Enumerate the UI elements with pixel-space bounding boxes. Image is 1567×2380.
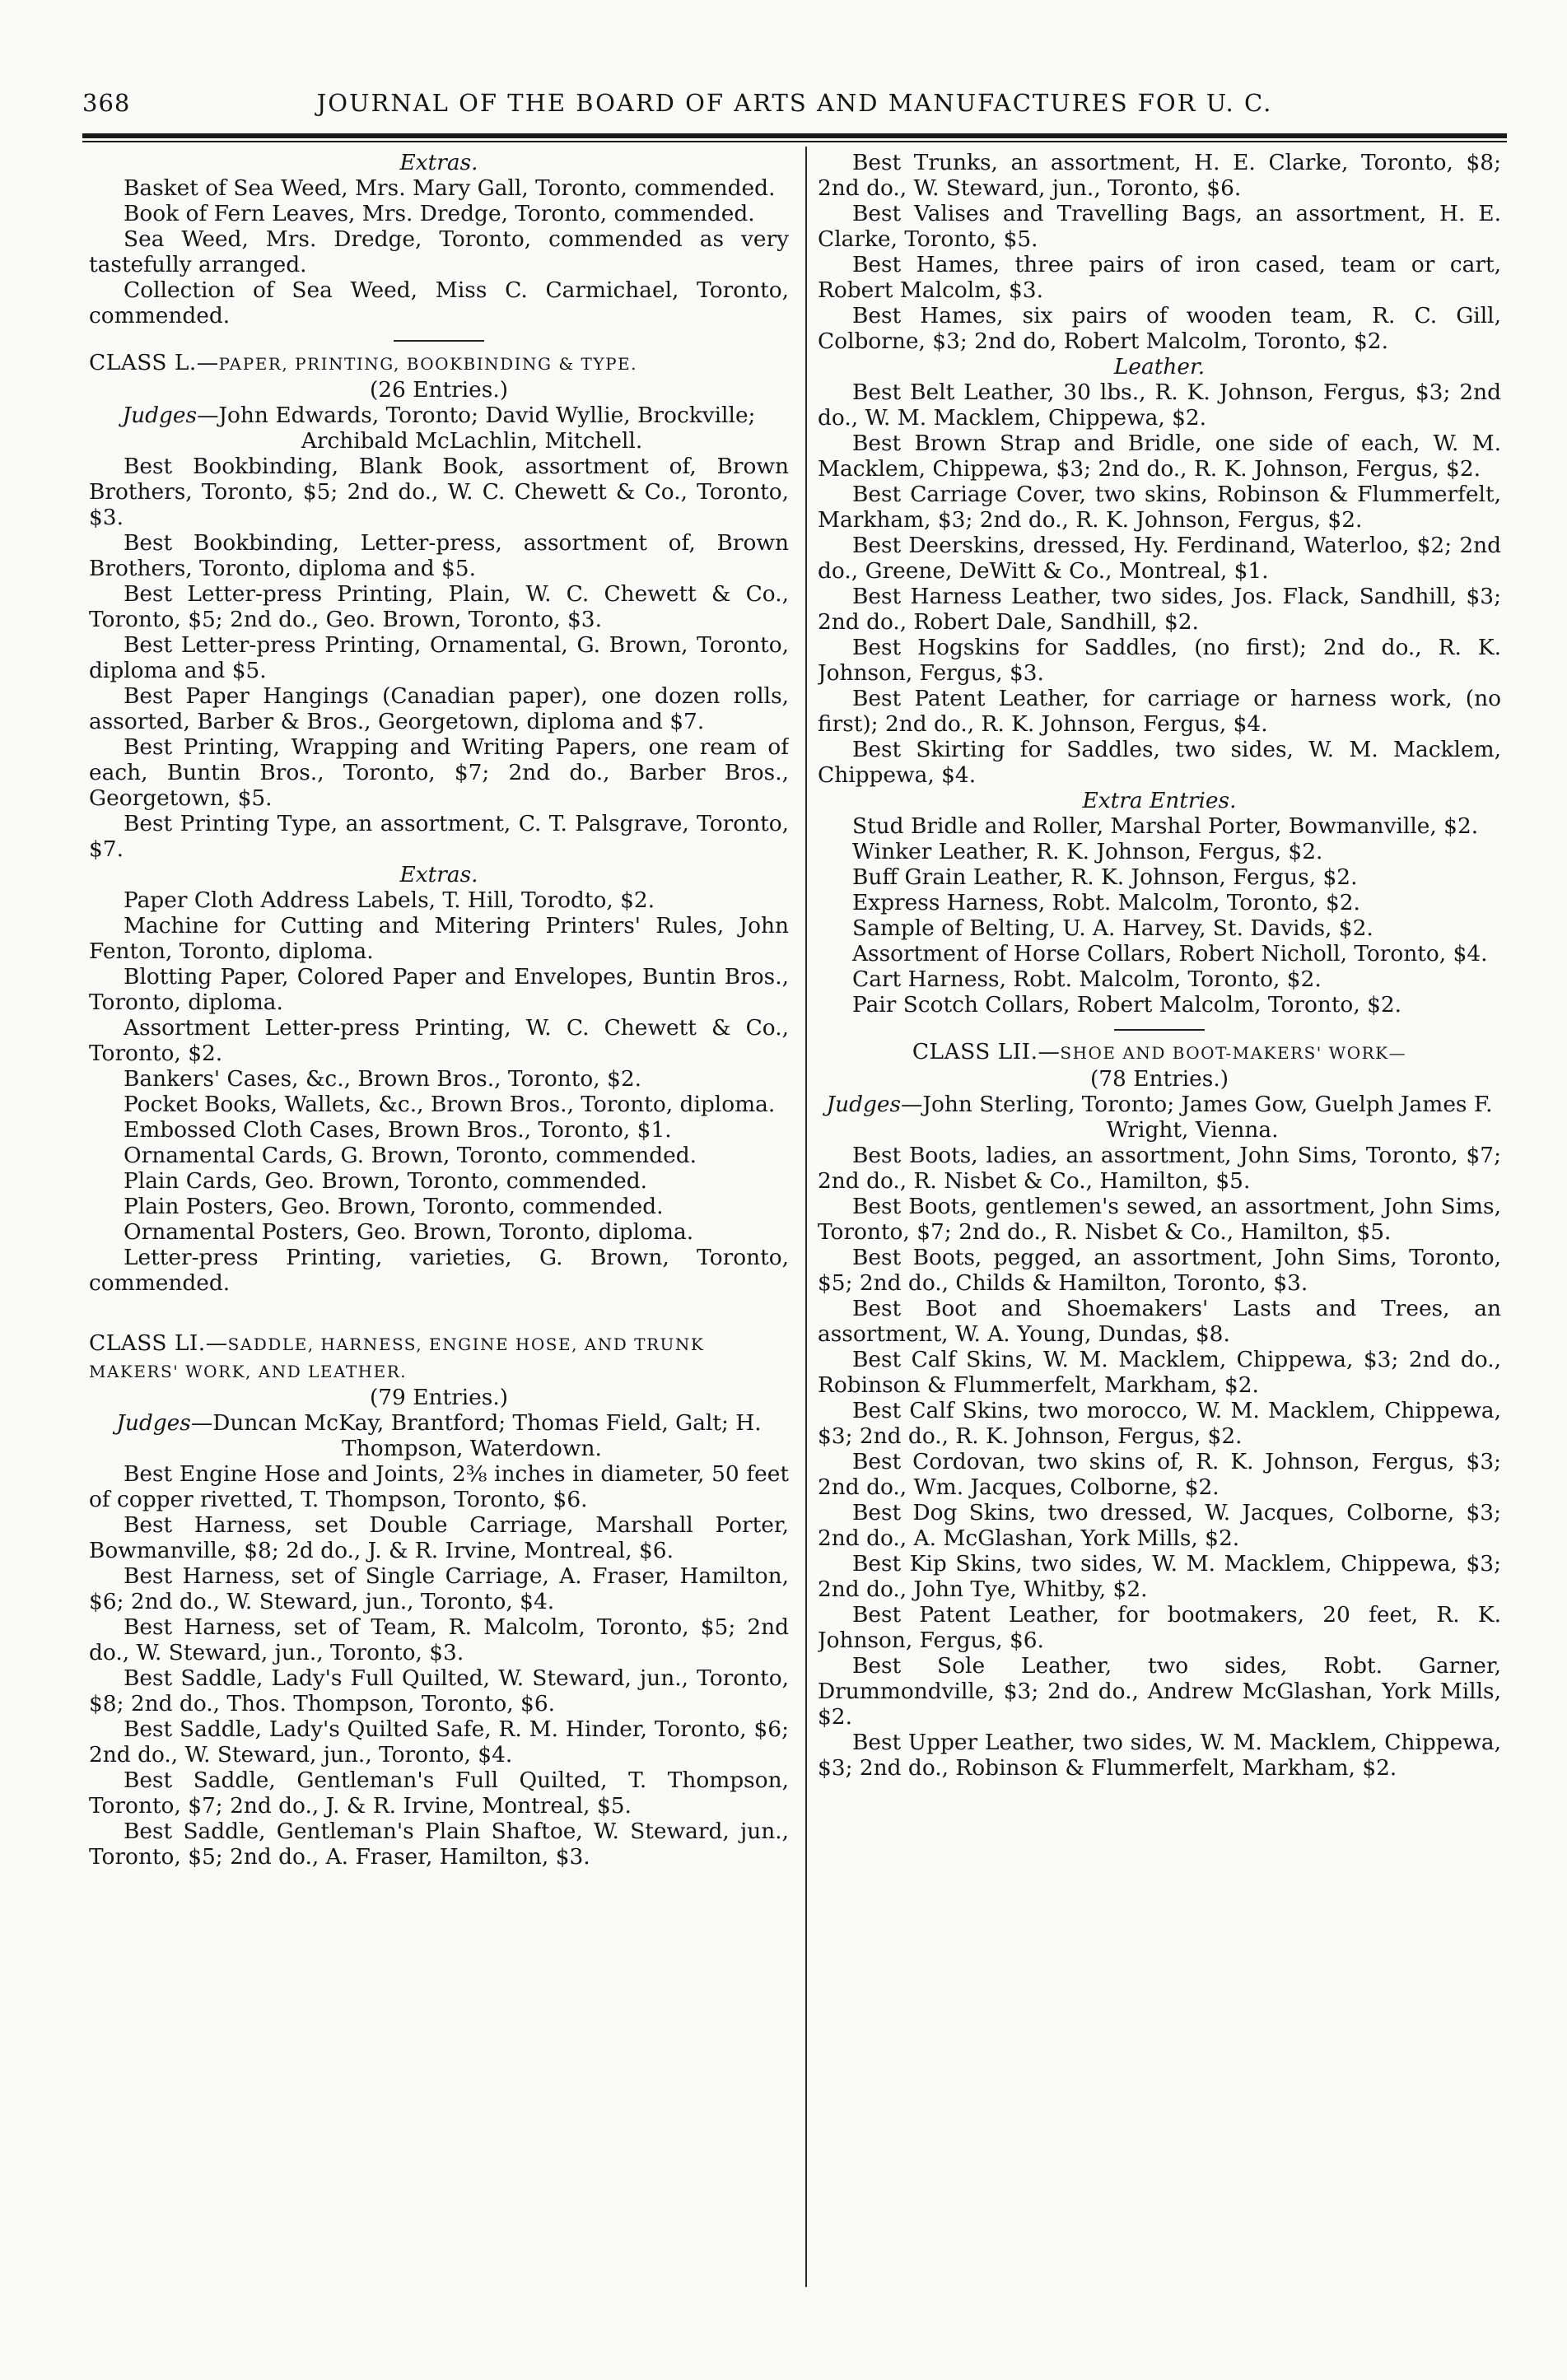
running-title: JOURNAL OF THE BOARD OF ARTS AND MANUFACTURES FOR U. C. <box>316 89 1273 117</box>
list-item: Embossed Cloth Cases, Brown Bros., Toronto, $1. <box>124 1117 672 1143</box>
list-item: Best Paper Hangings (Canadian paper), one dozen rolls, assorted, Barber & Bros., Georgetown, diploma and $7. <box>89 683 789 734</box>
list-item: Best Calf Skins, W. M. Macklem, Chippewa, $3; 2nd do., Robinson & Flummerfelt, Markham, $2. <box>818 1347 1501 1398</box>
list-item: Best Calf Skins, two morocco, W. M. Macklem, Chippewa, $3; 2nd do., R. K. Johnson, Fergus, $2. <box>818 1398 1501 1449</box>
list-item: Best Hogskins for Saddles, (no first); 2nd do., R. K. Johnson, Fergus, $3. <box>818 635 1501 686</box>
right-column <box>818 150 1501 2307</box>
list-item: Best Engine Hose and Joints, 2⅜ inches in diameter, 50 feet of copper rivetted, T. Thompson, Toronto, $6. <box>89 1461 789 1512</box>
list-item: Best Saddle, Gentleman's Full Quilted, T. Thompson, Toronto, $7; 2nd do., J. & R. Irvine, Montreal, $5. <box>89 1768 789 1819</box>
list-item: Buff Grain Leather, R. K. Johnson, Fergus, $2. <box>852 864 1358 890</box>
list-item: Best Sole Leather, two sides, Robt. Garner, Drummondville, $3; 2nd do., Andrew McGlashan, York Mills, $2. <box>818 1653 1501 1730</box>
list-item: Pair Scotch Collars, Robert Malcolm, Toronto, $2. <box>852 992 1402 1018</box>
list-item: Sample of Belting, U. A. Harvey, St. Davids, $2. <box>852 915 1373 941</box>
list-item: Plain Posters, Geo. Brown, Toronto, commended. <box>124 1194 664 1219</box>
list-item: Best Bookbinding, Blank Book, assortment of, Brown Brothers, Toronto, $5; 2nd do., W. C. Chewett & Co., Toronto, $3. <box>89 454 789 530</box>
judges-line <box>818 1092 1501 1143</box>
list-item: Book of Fern Leaves, Mrs. Dredge, Toronto, commended. <box>124 201 755 226</box>
section-divider <box>1114 1029 1205 1031</box>
class-number: CLASS LII.— <box>912 1039 1061 1064</box>
list-item: Blotting Paper, Colored Paper and Envelopes, Buntin Bros., Toronto, diploma. <box>89 964 789 1015</box>
entries-count: (26 Entries.) <box>369 377 509 403</box>
extras-heading: Extras. <box>399 862 478 887</box>
judges-line <box>89 1410 789 1461</box>
list-item: Paper Cloth Address Labels, T. Hill, Torodto, $2. <box>124 887 655 913</box>
list-item: Plain Cards, Geo. Brown, Toronto, commended. <box>124 1168 648 1194</box>
left-column <box>89 150 789 2307</box>
list-item: Best Boots, pegged, an assortment, John Sims, Toronto, $5; 2nd do., Childs & Hamilton, Toronto, $3. <box>818 1245 1501 1296</box>
judges-names: —Duncan McKay, Brantford; Thomas Field, Galt; H. Thompson, Waterdown. <box>190 1410 762 1461</box>
list-item: Ornamental Posters, Geo. Brown, Toronto, diploma. <box>124 1219 694 1245</box>
class-lii-title <box>818 1039 1501 1066</box>
class-number: CLASS L.— <box>89 350 219 375</box>
class-name: SHOE AND BOOT-MAKERS' WORK— <box>1060 1043 1407 1063</box>
list-item: Best Hames, six pairs of wooden team, R. C. Gill, Colborne, $3; 2nd do, Robert Malcolm, Toronto, $2. <box>818 303 1501 354</box>
list-item: Best Harness, set of Team, R. Malcolm, Toronto, $5; 2nd do., W. Steward, jun., Toronto, $3. <box>89 1614 789 1665</box>
list-item: Best Saddle, Lady's Full Quilted, W. Steward, jun., Toronto, $8; 2nd do., Thos. Thompson, Toronto, $6. <box>89 1665 789 1716</box>
list-item: Collection of Sea Weed, Miss C. Carmichael, Toronto, commended. <box>89 277 789 328</box>
list-item: Best Letter-press Printing, Plain, W. C. Chewett & Co., Toronto, $5; 2nd do., Geo. Brown, Toronto, $3. <box>89 581 789 632</box>
header-rule-thin <box>82 141 1507 142</box>
list-item: Assortment of Horse Collars, Robert Nicholl, Toronto, $4. <box>852 941 1488 966</box>
extras-heading: Extras. <box>399 150 478 175</box>
list-item: Best Upper Leather, two sides, W. M. Macklem, Chippewa, $3; 2nd do., Robinson & Flummerfelt, Markham, $2. <box>818 1730 1501 1781</box>
list-item: Best Saddle, Gentleman's Plain Shaftoe, W. Steward, jun., Toronto, $5; 2nd do., A. Fraser, Hamilton, $3. <box>89 1819 789 1870</box>
list-item: Best Hames, three pairs of iron cased, team or cart, Robert Malcolm, $3. <box>818 252 1501 303</box>
list-item: Best Printing, Wrapping and Writing Papers, one ream of each, Buntin Bros., Toronto, $7; 2nd do., Barber Bros., Georgetown, $5. <box>89 734 789 811</box>
list-item: Cart Harness, Robt. Malcolm, Toronto, $2. <box>852 966 1322 992</box>
page-header <box>82 89 1507 127</box>
list-item: Best Belt Leather, 30 lbs., R. K. Johnson, Fergus, $3; 2nd do., W. M. Macklem, Chippewa, $2. <box>818 380 1501 431</box>
list-item: Best Saddle, Lady's Quilted Safe, R. M. Hinder, Toronto, $6; 2nd do., W. Steward, jun., Toronto, $4. <box>89 1716 789 1768</box>
class-number: CLASS LI.— <box>89 1330 228 1356</box>
list-item: Sea Weed, Mrs. Dredge, Toronto, commended as very tastefully arranged. <box>89 226 789 277</box>
list-item: Best Harness, set of Single Carriage, A. Fraser, Hamilton, $6; 2nd do., W. Steward, jun., Toronto, $4. <box>89 1563 789 1614</box>
judges-label: Judges <box>122 403 198 428</box>
list-item: Best Skirting for Saddles, two sides, W. M. Macklem, Chippewa, $4. <box>818 737 1501 788</box>
entries-count: (78 Entries.) <box>1089 1066 1229 1092</box>
list-item: Best Printing Type, an assortment, C. T. Palsgrave, Toronto, $7. <box>89 811 789 862</box>
list-item: Pocket Books, Wallets, &c., Brown Bros., Toronto, diploma. <box>124 1092 776 1117</box>
list-item: Best Valises and Travelling Bags, an assortment, H. E. Clarke, Toronto, $5. <box>818 201 1501 252</box>
list-item: Best Brown Strap and Bridle, one side of each, W. M. Macklem, Chippewa, $3; 2nd do., R. K. Johnson, Fergus, $2. <box>818 431 1501 482</box>
list-item: Assortment Letter-press Printing, W. C. Chewett & Co., Toronto, $2. <box>89 1015 789 1066</box>
header-rule-thick <box>82 133 1507 138</box>
list-item: Machine for Cutting and Mitering Printers' Rules, John Fenton, Toronto, diploma. <box>89 913 789 964</box>
extra-entries-heading: Extra Entries. <box>1082 788 1237 813</box>
list-item: Best Boot and Shoemakers' Lasts and Trees, an assortment, W. A. Young, Dundas, $8. <box>818 1296 1501 1347</box>
list-item: Ornamental Cards, G. Brown, Toronto, commended. <box>124 1143 697 1168</box>
section-divider <box>394 340 484 342</box>
page-number: 368 <box>82 89 131 117</box>
class-li-title <box>89 1330 789 1385</box>
leather-heading: Leather. <box>1113 354 1206 380</box>
list-item: Best Boots, ladies, an assortment, John Sims, Toronto, $7; 2nd do., R. Nisbet & Co., Hamilton, $5. <box>818 1143 1501 1194</box>
list-item: Best Harness, set Double Carriage, Marshall Porter, Bowmanville, $8; 2d do., J. & R. Irvine, Montreal, $6. <box>89 1512 789 1563</box>
judges-line <box>89 403 789 454</box>
list-item: Best Boots, gentlemen's sewed, an assortment, John Sims, Toronto, $7; 2nd do., R. Nisbet & Co., Hamilton, $5. <box>818 1194 1501 1245</box>
class-l-title <box>89 350 789 377</box>
judges-names: —John Sterling, Toronto; James Gow, Guelph James F. Wright, Vienna. <box>901 1092 1493 1143</box>
list-item: Best Harness Leather, two sides, Jos. Flack, Sandhill, $3; 2nd do., Robert Dale, Sandhill, $2. <box>818 584 1501 635</box>
list-item: Best Letter-press Printing, Ornamental, G. Brown, Toronto, diploma and $5. <box>89 632 789 683</box>
list-item: Bankers' Cases, &c., Brown Bros., Toronto, $2. <box>124 1066 642 1092</box>
judges-label: Judges <box>116 1410 191 1436</box>
list-item: Stud Bridle and Roller, Marshal Porter, Bowmanville, $2. <box>852 813 1479 839</box>
list-item: Best Deerskins, dressed, Hy. Ferdinand, Waterloo, $2; 2nd do., Greene, DeWitt & Co., Montreal, $1. <box>818 533 1501 584</box>
list-item: Best Patent Leather, for bootmakers, 20 feet, R. K. Johnson, Fergus, $6. <box>818 1602 1501 1653</box>
list-item: Winker Leather, R. K. Johnson, Fergus, $2. <box>852 839 1323 864</box>
list-item: Basket of Sea Weed, Mrs. Mary Gall, Toronto, commended. <box>124 175 776 201</box>
class-name: PAPER, PRINTING, BOOKBINDING & TYPE. <box>218 354 637 374</box>
list-item: Letter-press Printing, varieties, G. Brown, Toronto, commended. <box>89 1245 789 1296</box>
class-name: SADDLE, HARNESS, ENGINE HOSE, AND TRUNK MAKERS' WORK, AND LEATHER. <box>89 1334 705 1381</box>
list-item: Best Dog Skins, two dressed, W. Jacques, Colborne, $3; 2nd do., A. McGlashan, York Mills, $2. <box>818 1500 1501 1551</box>
list-item: Express Harness, Robt. Malcolm, Toronto, $2. <box>852 890 1360 915</box>
list-item: Best Trunks, an assortment, H. E. Clarke, Toronto, $8; 2nd do., W. Steward, jun., Toronto, $6. <box>818 150 1501 201</box>
column-divider <box>805 147 807 2287</box>
list-item: Best Carriage Cover, two skins, Robinson & Flummerfelt, Markham, $3; 2nd do., R. K. Johnson, Fergus, $2. <box>818 482 1501 533</box>
section-gap <box>89 1296 789 1330</box>
list-item: Best Bookbinding, Letter-press, assortment of, Brown Brothers, Toronto, diploma and $5. <box>89 530 789 581</box>
list-item: Best Cordovan, two skins of, R. K. Johnson, Fergus, $3; 2nd do., Wm. Jacques, Colborne, $2. <box>818 1449 1501 1500</box>
list-item: Best Kip Skins, two sides, W. M. Macklem, Chippewa, $3; 2nd do., John Tye, Whitby, $2. <box>818 1551 1501 1602</box>
judges-names: —John Edwards, Toronto; David Wyllie, Brockville; Archibald McLachlin, Mitchell. <box>197 403 756 454</box>
list-item: Best Patent Leather, for carriage or harness work, (no first); 2nd do., R. K. Johnson, Fergus, $4. <box>818 686 1501 737</box>
judges-label: Judges <box>826 1092 902 1117</box>
entries-count: (79 Entries.) <box>369 1385 509 1410</box>
